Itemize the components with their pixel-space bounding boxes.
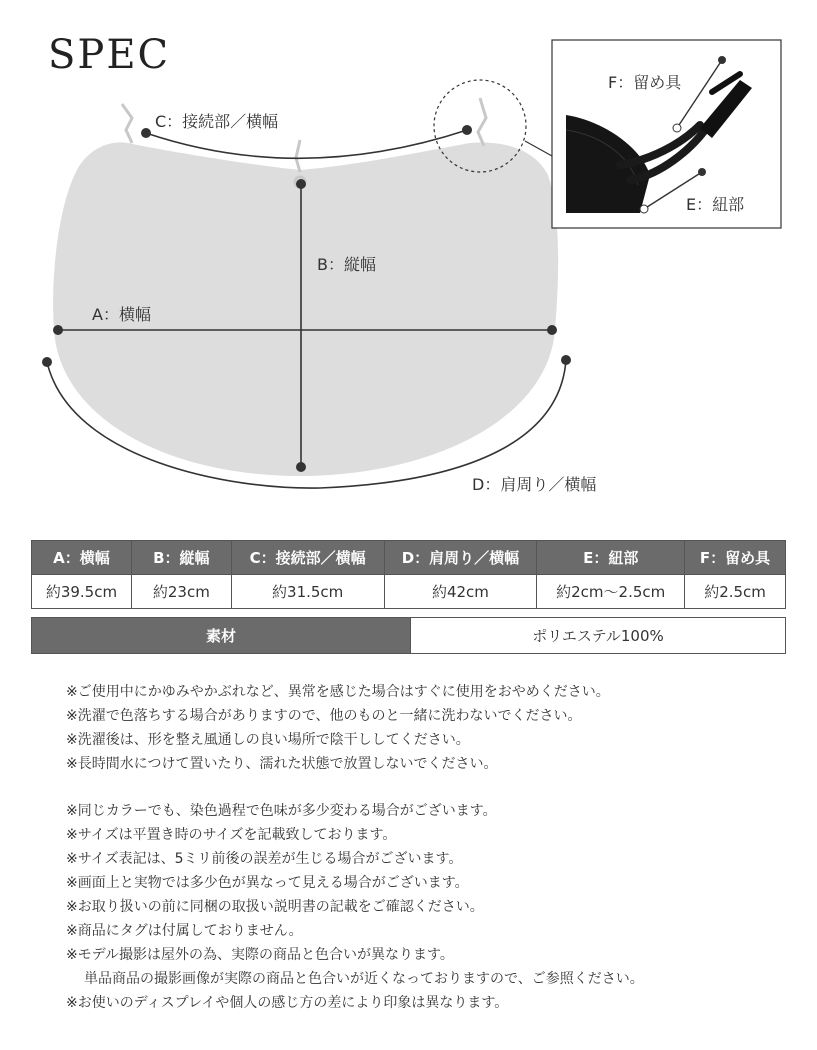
value-c: 約31.5cm (231, 575, 384, 609)
spec-table (31, 540, 786, 609)
value-e: 約2cm〜2.5cm (537, 575, 685, 609)
note-item: ※お使いのディスプレイや個人の感じ方の差により印象は異なります。 (66, 995, 509, 1011)
note-item: ※お取り扱いの前に同梱の取扱い説明書の記載をご確認ください。 (66, 899, 484, 915)
spec-value-row (32, 575, 786, 609)
header-b: B：縦幅 (131, 541, 231, 575)
label-f: F：留め具 (608, 73, 682, 92)
zoom-connector (525, 141, 552, 156)
material-label: 素材 (32, 618, 411, 654)
material-value: ポリエステル100% (411, 618, 786, 654)
note-item: ※同じカラーでも、染色過程で色味が多少変わる場合がございます。 (66, 803, 497, 819)
label-d: D：肩周り／横幅 (472, 475, 597, 494)
note-item: ※ご使用中にかゆみやかぶれなど、異常を感じた場合はすぐに使用をおやめください。 (66, 684, 610, 700)
header-c: C：接続部／横幅 (231, 541, 384, 575)
note-item: ※サイズは平置き時のサイズを記載致しております。 (66, 827, 397, 843)
spec-title: SPEC (48, 32, 171, 78)
note-item: ※洗濯後は、形を整え風通しの良い場所で陰干ししてください。 (66, 732, 470, 748)
header-d: D：肩周り／横幅 (384, 541, 537, 575)
note-item: ※洗濯で色落ちする場合がありますので、他のものと一緒に洗わないでください。 (66, 708, 582, 724)
right-hook-icon (478, 98, 486, 146)
label-b: B：縦幅 (317, 255, 376, 274)
left-hook-icon (122, 104, 132, 143)
note-item: 単品商品の撮影画像が実際の商品と色合いが近くなっておりますので、ご参照ください。 (84, 971, 644, 987)
note-item: ※商品にタグは付属しておりません。 (66, 923, 303, 939)
label-a: A：横幅 (92, 305, 151, 324)
note-item: ※モデル撮影は屋外の為、実際の商品と色合いが異なります。 (66, 947, 454, 963)
note-item: ※画面上と実物では多少色が異なって見える場合がございます。 (66, 875, 469, 891)
material-table (31, 617, 786, 654)
label-c: C：接続部／横幅 (155, 112, 279, 131)
notes (66, 680, 786, 1015)
value-d: 約42cm (384, 575, 537, 609)
header-f: F：留め具 (685, 541, 786, 575)
spec-header-row (32, 541, 786, 575)
header-e: E：紐部 (537, 541, 685, 575)
value-f: 約2.5cm (685, 575, 786, 609)
header-a: A：横幅 (32, 541, 132, 575)
value-a: 約39.5cm (32, 575, 132, 609)
note-item: ※長時間水につけて置いたり、濡れた状態で放置しないでください。 (66, 756, 498, 772)
note-item: ※サイズ表記は、5ミリ前後の誤差が生じる場合がございます。 (66, 851, 463, 867)
label-e: E：紐部 (686, 195, 745, 214)
value-b: 約23cm (131, 575, 231, 609)
